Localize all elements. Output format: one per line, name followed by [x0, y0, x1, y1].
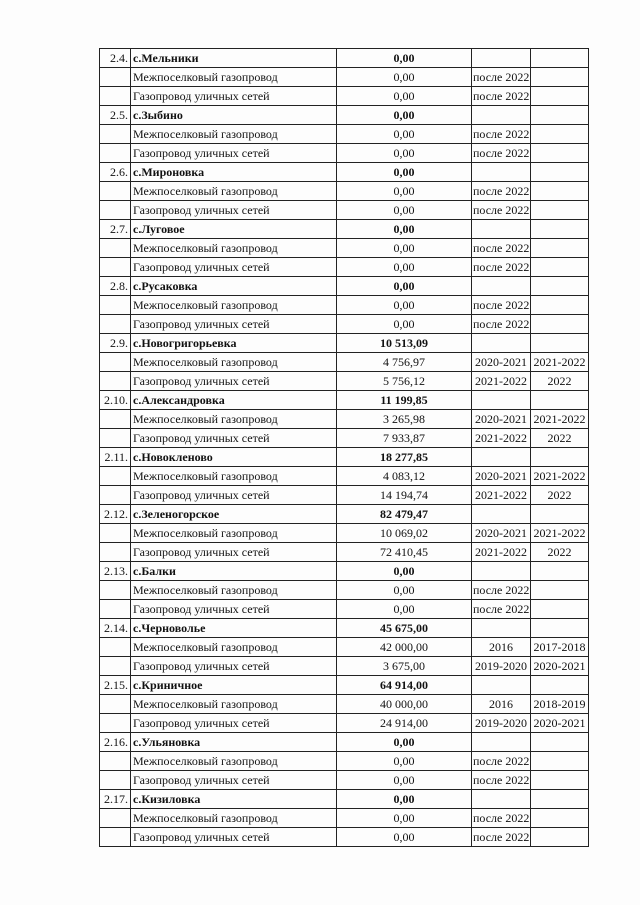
- start-period-cell: [472, 676, 531, 695]
- pipeline-amount: 24 914,00: [337, 714, 472, 733]
- end-period-cell: [531, 391, 589, 410]
- empty-number-cell: [100, 695, 131, 714]
- pipeline-amount: 0,00: [337, 258, 472, 277]
- start-period-cell: [472, 733, 531, 752]
- start-period: 2019-2020: [472, 657, 531, 676]
- pipeline-row: [100, 410, 589, 429]
- start-period: 2016: [472, 638, 531, 657]
- settlement-name: с.Балки: [131, 562, 337, 581]
- pipeline-row: [100, 600, 589, 619]
- settlement-total: 0,00: [337, 220, 472, 239]
- settlement-name: с.Мироновка: [131, 163, 337, 182]
- start-period: 2021-2022: [472, 486, 531, 505]
- empty-number-cell: [100, 125, 131, 144]
- empty-number-cell: [100, 144, 131, 163]
- pipeline-amount: 3 675,00: [337, 657, 472, 676]
- pipeline-type: Межпоселковый газопровод: [131, 182, 337, 201]
- section-number: 2.7.: [100, 220, 131, 239]
- end-period: 2021-2022: [531, 353, 589, 372]
- pipeline-amount: 0,00: [337, 809, 472, 828]
- gas-pipeline-table: [99, 48, 589, 847]
- pipeline-row: [100, 258, 589, 277]
- start-period: после 2022: [472, 809, 531, 828]
- pipeline-type: Газопровод уличных сетей: [131, 144, 337, 163]
- section-number: 2.5.: [100, 106, 131, 125]
- pipeline-type: Газопровод уличных сетей: [131, 315, 337, 334]
- end-period: 2022: [531, 486, 589, 505]
- end-period: 2022: [531, 543, 589, 562]
- start-period-cell: [472, 562, 531, 581]
- start-period: после 2022: [472, 182, 531, 201]
- start-period: 2021-2022: [472, 543, 531, 562]
- start-period: после 2022: [472, 752, 531, 771]
- pipeline-row: [100, 543, 589, 562]
- start-period: после 2022: [472, 68, 531, 87]
- pipeline-type: Газопровод уличных сетей: [131, 258, 337, 277]
- start-period-cell: [472, 163, 531, 182]
- end-period: 2020-2021: [531, 714, 589, 733]
- end-period-cell: [531, 562, 589, 581]
- section-row: [100, 448, 589, 467]
- end-period-cell: [531, 220, 589, 239]
- pipeline-amount: 72 410,45: [337, 543, 472, 562]
- empty-number-cell: [100, 372, 131, 391]
- section-number: 2.11.: [100, 448, 131, 467]
- end-period: [531, 201, 589, 220]
- empty-number-cell: [100, 638, 131, 657]
- settlement-total: 82 479,47: [337, 505, 472, 524]
- section-row: [100, 676, 589, 695]
- empty-number-cell: [100, 315, 131, 334]
- pipeline-type: Межпоселковый газопровод: [131, 638, 337, 657]
- end-period-cell: [531, 49, 589, 68]
- section-number: 2.16.: [100, 733, 131, 752]
- start-period: после 2022: [472, 296, 531, 315]
- start-period-cell: [472, 220, 531, 239]
- pipeline-type: Газопровод уличных сетей: [131, 372, 337, 391]
- empty-number-cell: [100, 524, 131, 543]
- start-period-cell: [472, 277, 531, 296]
- pipeline-type: Газопровод уличных сетей: [131, 486, 337, 505]
- end-period: [531, 315, 589, 334]
- settlement-total: 0,00: [337, 562, 472, 581]
- settlement-total: 64 914,00: [337, 676, 472, 695]
- start-period: 2020-2021: [472, 410, 531, 429]
- pipeline-amount: 0,00: [337, 600, 472, 619]
- start-period: после 2022: [472, 581, 531, 600]
- pipeline-amount: 0,00: [337, 239, 472, 258]
- end-period-cell: [531, 676, 589, 695]
- empty-number-cell: [100, 410, 131, 429]
- settlement-total: 0,00: [337, 277, 472, 296]
- start-period: после 2022: [472, 600, 531, 619]
- end-period: [531, 125, 589, 144]
- section-number: 2.12.: [100, 505, 131, 524]
- pipeline-amount: 0,00: [337, 201, 472, 220]
- pipeline-row: [100, 87, 589, 106]
- start-period: после 2022: [472, 315, 531, 334]
- start-period: после 2022: [472, 125, 531, 144]
- pipeline-amount: 0,00: [337, 581, 472, 600]
- end-period-cell: [531, 106, 589, 125]
- pipeline-amount: 0,00: [337, 771, 472, 790]
- start-period: после 2022: [472, 828, 531, 847]
- start-period: после 2022: [472, 201, 531, 220]
- pipeline-amount: 0,00: [337, 315, 472, 334]
- pipeline-amount: 0,00: [337, 182, 472, 201]
- pipeline-row: [100, 239, 589, 258]
- end-period-cell: [531, 163, 589, 182]
- empty-number-cell: [100, 429, 131, 448]
- settlement-name: с.Новокленово: [131, 448, 337, 467]
- pipeline-amount: 0,00: [337, 296, 472, 315]
- settlement-name: с.Новогригорьевка: [131, 334, 337, 353]
- settlement-name: с.Мельники: [131, 49, 337, 68]
- end-period: 2022: [531, 429, 589, 448]
- end-period: 2020-2021: [531, 657, 589, 676]
- pipeline-type: Газопровод уличных сетей: [131, 201, 337, 220]
- pipeline-row: [100, 486, 589, 505]
- pipeline-type: Межпоселковый газопровод: [131, 524, 337, 543]
- start-period: после 2022: [472, 258, 531, 277]
- pipeline-type: Межпоселковый газопровод: [131, 752, 337, 771]
- empty-number-cell: [100, 828, 131, 847]
- end-period: 2021-2022: [531, 524, 589, 543]
- end-period: 2022: [531, 372, 589, 391]
- pipeline-row: [100, 581, 589, 600]
- section-number: 2.4.: [100, 49, 131, 68]
- section-row: [100, 49, 589, 68]
- section-number: 2.15.: [100, 676, 131, 695]
- section-row: [100, 391, 589, 410]
- empty-number-cell: [100, 581, 131, 600]
- pipeline-type: Межпоселковый газопровод: [131, 296, 337, 315]
- pipeline-row: [100, 828, 589, 847]
- end-period: [531, 828, 589, 847]
- pipeline-type: Межпоселковый газопровод: [131, 410, 337, 429]
- pipeline-row: [100, 695, 589, 714]
- end-period-cell: [531, 334, 589, 353]
- pipeline-row: [100, 638, 589, 657]
- empty-number-cell: [100, 657, 131, 676]
- pipeline-row: [100, 372, 589, 391]
- section-row: [100, 505, 589, 524]
- empty-number-cell: [100, 600, 131, 619]
- pipeline-amount: 0,00: [337, 125, 472, 144]
- settlement-name: с.Зеленогорское: [131, 505, 337, 524]
- section-number: 2.6.: [100, 163, 131, 182]
- pipeline-type: Газопровод уличных сетей: [131, 714, 337, 733]
- pipeline-amount: 3 265,98: [337, 410, 472, 429]
- pipeline-amount: 0,00: [337, 68, 472, 87]
- settlement-total: 0,00: [337, 163, 472, 182]
- pipeline-type: Газопровод уличных сетей: [131, 87, 337, 106]
- start-period: после 2022: [472, 771, 531, 790]
- settlement-name: с.Луговое: [131, 220, 337, 239]
- pipeline-amount: 4 756,97: [337, 353, 472, 372]
- pipeline-amount: 0,00: [337, 828, 472, 847]
- start-period-cell: [472, 391, 531, 410]
- settlement-total: 0,00: [337, 790, 472, 809]
- empty-number-cell: [100, 182, 131, 201]
- settlement-total: 18 277,85: [337, 448, 472, 467]
- pipeline-row: [100, 657, 589, 676]
- settlement-name: с.Кизиловка: [131, 790, 337, 809]
- end-period: [531, 258, 589, 277]
- pipeline-row: [100, 353, 589, 372]
- start-period: 2016: [472, 695, 531, 714]
- pipeline-row: [100, 809, 589, 828]
- pipeline-amount: 0,00: [337, 144, 472, 163]
- section-number: 2.14.: [100, 619, 131, 638]
- start-period: 2020-2021: [472, 353, 531, 372]
- section-number: 2.17.: [100, 790, 131, 809]
- end-period-cell: [531, 505, 589, 524]
- pipeline-amount: 4 083,12: [337, 467, 472, 486]
- pipeline-row: [100, 144, 589, 163]
- pipeline-row: [100, 315, 589, 334]
- empty-number-cell: [100, 239, 131, 258]
- empty-number-cell: [100, 201, 131, 220]
- start-period: после 2022: [472, 87, 531, 106]
- settlement-name: с.Александровка: [131, 391, 337, 410]
- pipeline-amount: 10 069,02: [337, 524, 472, 543]
- pipeline-type: Газопровод уличных сетей: [131, 543, 337, 562]
- settlement-total: 0,00: [337, 106, 472, 125]
- pipeline-row: [100, 429, 589, 448]
- section-row: [100, 733, 589, 752]
- empty-number-cell: [100, 87, 131, 106]
- settlement-name: с.Ульяновка: [131, 733, 337, 752]
- end-period-cell: [531, 733, 589, 752]
- section-row: [100, 220, 589, 239]
- empty-number-cell: [100, 353, 131, 372]
- pipeline-row: [100, 714, 589, 733]
- end-period: 2021-2022: [531, 467, 589, 486]
- empty-number-cell: [100, 486, 131, 505]
- empty-number-cell: [100, 258, 131, 277]
- start-period: 2019-2020: [472, 714, 531, 733]
- start-period-cell: [472, 49, 531, 68]
- pipeline-type: Межпоселковый газопровод: [131, 695, 337, 714]
- start-period: после 2022: [472, 239, 531, 258]
- section-row: [100, 790, 589, 809]
- empty-number-cell: [100, 809, 131, 828]
- pipeline-row: [100, 68, 589, 87]
- section-row: [100, 163, 589, 182]
- gas-pipeline-table-body: [100, 49, 589, 847]
- end-period: [531, 87, 589, 106]
- settlement-name: с.Зыбино: [131, 106, 337, 125]
- pipeline-type: Газопровод уличных сетей: [131, 771, 337, 790]
- section-row: [100, 619, 589, 638]
- end-period: [531, 182, 589, 201]
- settlement-name: с.Русаковка: [131, 277, 337, 296]
- pipeline-amount: 0,00: [337, 752, 472, 771]
- pipeline-type: Межпоселковый газопровод: [131, 467, 337, 486]
- settlement-name: с.Криничное: [131, 676, 337, 695]
- empty-number-cell: [100, 543, 131, 562]
- pipeline-type: Межпоселковый газопровод: [131, 581, 337, 600]
- pipeline-row: [100, 771, 589, 790]
- end-period: [531, 771, 589, 790]
- section-row: [100, 334, 589, 353]
- pipeline-row: [100, 296, 589, 315]
- section-number: 2.8.: [100, 277, 131, 296]
- pipeline-row: [100, 125, 589, 144]
- end-period: 2018-2019: [531, 695, 589, 714]
- end-period: [531, 581, 589, 600]
- end-period: 2017-2018: [531, 638, 589, 657]
- end-period: 2021-2022: [531, 410, 589, 429]
- settlement-name: с.Черноволье: [131, 619, 337, 638]
- end-period: [531, 600, 589, 619]
- end-period: [531, 752, 589, 771]
- pipeline-type: Межпоселковый газопровод: [131, 239, 337, 258]
- pipeline-type: Межпоселковый газопровод: [131, 353, 337, 372]
- end-period-cell: [531, 277, 589, 296]
- pipeline-type: Газопровод уличных сетей: [131, 600, 337, 619]
- pipeline-type: Газопровод уличных сетей: [131, 657, 337, 676]
- section-row: [100, 106, 589, 125]
- pipeline-row: [100, 524, 589, 543]
- pipeline-type: Газопровод уличных сетей: [131, 429, 337, 448]
- start-period: 2021-2022: [472, 429, 531, 448]
- start-period-cell: [472, 790, 531, 809]
- pipeline-amount: 5 756,12: [337, 372, 472, 391]
- section-number: 2.13.: [100, 562, 131, 581]
- start-period: 2020-2021: [472, 467, 531, 486]
- empty-number-cell: [100, 714, 131, 733]
- end-period: [531, 809, 589, 828]
- start-period: после 2022: [472, 144, 531, 163]
- empty-number-cell: [100, 752, 131, 771]
- start-period-cell: [472, 106, 531, 125]
- empty-number-cell: [100, 467, 131, 486]
- empty-number-cell: [100, 296, 131, 315]
- end-period-cell: [531, 448, 589, 467]
- section-row: [100, 562, 589, 581]
- pipeline-row: [100, 201, 589, 220]
- start-period-cell: [472, 448, 531, 467]
- empty-number-cell: [100, 771, 131, 790]
- section-number: 2.9.: [100, 334, 131, 353]
- start-period: 2020-2021: [472, 524, 531, 543]
- settlement-total: 0,00: [337, 49, 472, 68]
- settlement-total: 11 199,85: [337, 391, 472, 410]
- pipeline-amount: 42 000,00: [337, 638, 472, 657]
- pipeline-type: Газопровод уличных сетей: [131, 828, 337, 847]
- section-row: [100, 277, 589, 296]
- end-period: [531, 68, 589, 87]
- pipeline-amount: 40 000,00: [337, 695, 472, 714]
- start-period: 2021-2022: [472, 372, 531, 391]
- end-period: [531, 239, 589, 258]
- settlement-total: 0,00: [337, 733, 472, 752]
- pipeline-row: [100, 752, 589, 771]
- empty-number-cell: [100, 68, 131, 87]
- section-number: 2.10.: [100, 391, 131, 410]
- end-period-cell: [531, 790, 589, 809]
- pipeline-row: [100, 182, 589, 201]
- start-period-cell: [472, 505, 531, 524]
- end-period-cell: [531, 619, 589, 638]
- start-period-cell: [472, 619, 531, 638]
- end-period: [531, 144, 589, 163]
- start-period-cell: [472, 334, 531, 353]
- pipeline-amount: 7 933,87: [337, 429, 472, 448]
- pipeline-type: Межпоселковый газопровод: [131, 809, 337, 828]
- pipeline-amount: 14 194,74: [337, 486, 472, 505]
- end-period: [531, 296, 589, 315]
- pipeline-amount: 0,00: [337, 87, 472, 106]
- pipeline-type: Межпоселковый газопровод: [131, 125, 337, 144]
- pipeline-type: Межпоселковый газопровод: [131, 68, 337, 87]
- settlement-total: 45 675,00: [337, 619, 472, 638]
- settlement-total: 10 513,09: [337, 334, 472, 353]
- pipeline-row: [100, 467, 589, 486]
